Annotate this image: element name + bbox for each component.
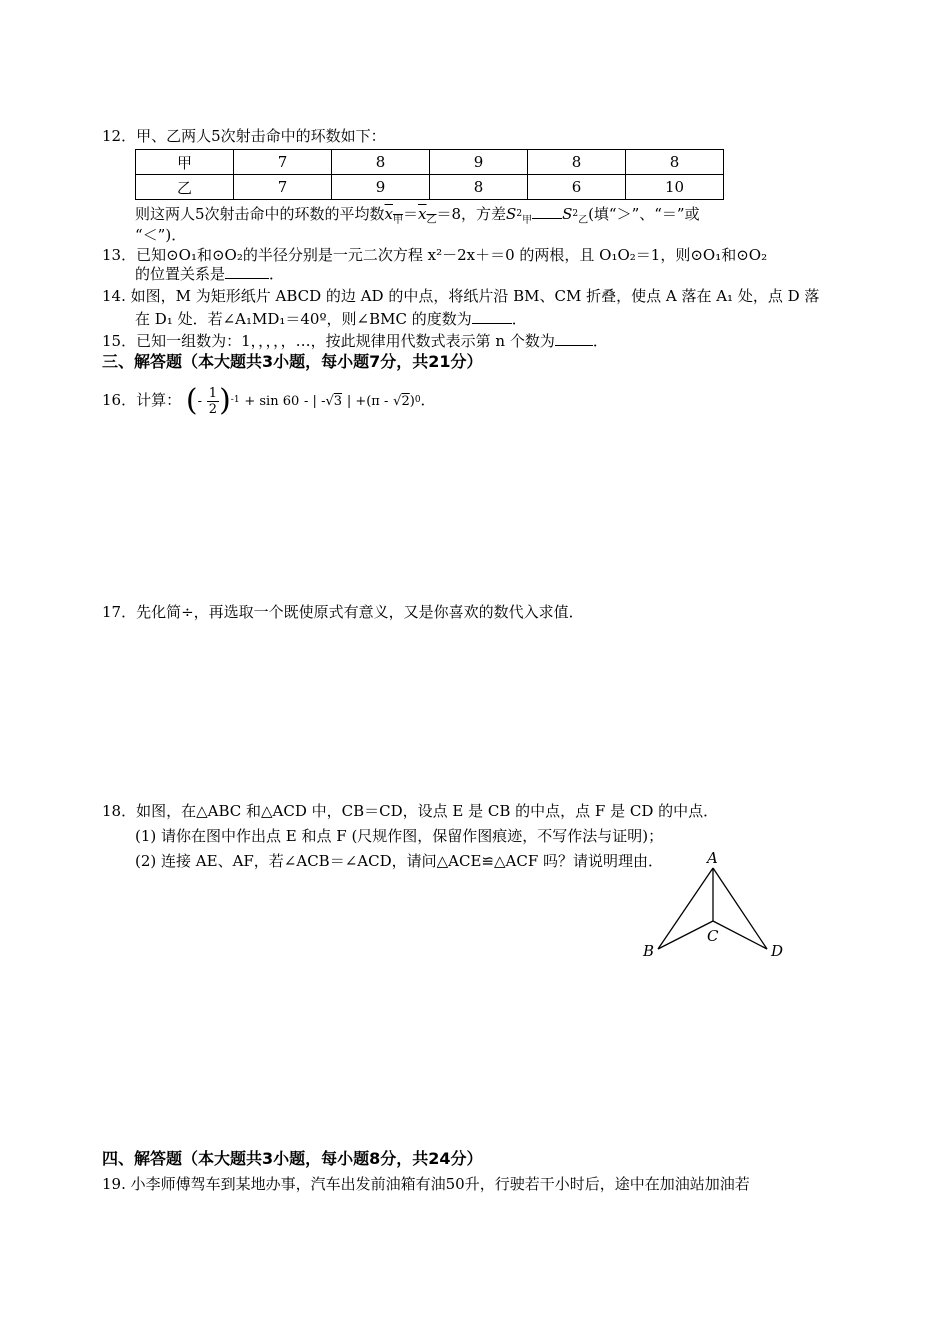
answer-blank[interactable] [532, 204, 562, 219]
q15-line [102, 331, 608, 351]
left-paren: ( [185, 383, 198, 418]
pi-close: ) [409, 394, 415, 409]
q12-label: 12．甲、乙两人5次射击命中的环数如下： [102, 127, 386, 145]
q15-text: 15．已知一组数为：1，，，，，…，按此规律用代数式表示第 n 个数为 [102, 332, 555, 350]
segment-ad [713, 868, 767, 949]
exponent-zero: 0 [414, 395, 421, 405]
q18-line2: (1) 请你在图中作出点 E 和点 F (尺规作图，保留作图痕迹，不写作法与证明)； [135, 827, 664, 845]
segment-bc [658, 921, 713, 949]
q13-line2-text: 的位置关系是 [135, 265, 226, 283]
q17-text: 17．先化简÷，再选取一个既使原式有意义，又是你喜欢的数代入求值． [102, 603, 584, 621]
equals: ＝ [403, 205, 419, 223]
fraction: $\frac{1}{2}$ [208, 385, 218, 417]
exponent: -1 [230, 395, 240, 405]
sqrt-2: √2 [393, 394, 410, 409]
abs-open: - | - [304, 394, 326, 409]
variance-yi: S [562, 205, 573, 223]
q14-line2-text: 在 D₁ 处．若∠A₁MD₁＝40º，则∠BMC 的度数为 [135, 310, 472, 328]
table-cell: 8 [528, 150, 626, 175]
table-cell: 8 [626, 150, 724, 175]
q12-tail-c: (填“＞”、“＝”或 [588, 205, 700, 223]
label-b: B [643, 942, 655, 960]
table-cell: 甲 [136, 150, 234, 175]
table-cell: 乙 [136, 175, 234, 200]
pi-term: | +(π - [346, 394, 389, 409]
answer-blank[interactable] [225, 264, 269, 279]
q13-end: ． [269, 265, 285, 283]
mean-x-yi: $x_乙$ [418, 205, 437, 226]
answer-blank[interactable] [555, 331, 593, 346]
table-cell: 9 [332, 175, 430, 200]
q16-label: 16．计算： [102, 391, 182, 409]
label-c: C [707, 927, 719, 945]
q13-line2 [135, 264, 284, 284]
table-cell: 9 [430, 150, 528, 175]
table-cell: 8 [332, 150, 430, 175]
variance-jia: S [506, 205, 517, 223]
q14-end: ． [511, 310, 527, 328]
triangle-figure [636, 846, 796, 966]
table-cell: 8 [430, 175, 528, 200]
q18-line3: (2) 连接 AE、AF，若∠ACB＝∠ACD，请问△ACE≌△ACF 吗？请说明理由． [135, 852, 663, 870]
q15-end: ． [592, 332, 608, 350]
label-d: D [771, 942, 784, 960]
q16-end: ． [420, 391, 436, 409]
section-3-heading: 三、解答题（本大题共3小题，每小题7分，共21分） [102, 352, 483, 371]
q16-expression [102, 380, 436, 422]
score-table [135, 149, 724, 200]
right-paren: ) [219, 383, 231, 418]
mean-x-jia: $x_甲$ [384, 205, 404, 226]
table-cell: 7 [234, 150, 332, 175]
sin-term: + sin 60 [244, 394, 300, 409]
table-row [136, 150, 724, 175]
q18-line1: 18．如图，在△ABC 和△ACD 中，CB＝CD，设点 E 是 CB 的中点，点 F 是 CD 的中点． [102, 802, 719, 820]
q14-line1: 14. 如图，M 为矩形纸片 ABCD 的边 AD 的中点，将纸片沿 BM、CM 折叠，使点 A 落在 A₁ 处，点 D 落 [102, 287, 820, 305]
q12-tail-b: ＝8，方差 [436, 205, 507, 223]
segment-ab [658, 868, 713, 949]
q14-line2 [135, 309, 527, 329]
segment-cd [713, 921, 767, 949]
sqrt-3: √3 [325, 394, 343, 409]
q12-tail-a: 则这两人5次射击命中的环数的平均数 [135, 205, 385, 223]
table-cell: 6 [528, 175, 626, 200]
table-cell: 7 [234, 175, 332, 200]
answer-blank[interactable] [472, 309, 512, 324]
table-cell: 10 [626, 175, 724, 200]
q12-tail: 则这两人5次射击命中的环数的平均数$x_甲=x_乙=8$，方差$S^2_甲$ $S^2_乙$(填“＞”、“＝”或 [135, 205, 700, 226]
q12-tail-d: “＜”)． [135, 226, 187, 244]
table-row [136, 175, 724, 200]
section-4-heading: 四、解答题（本大题共3小题，每小题8分，共24分） [102, 1149, 483, 1168]
minus-sign: - [197, 394, 202, 409]
q13-line1: 13．已知⊙O₁和⊙O₂的半径分别是一元二次方程 x²－2x＋＝0 的两根，且 O₁O₂＝1，则⊙O₁和⊙O₂ [102, 246, 768, 264]
label-a: A [707, 849, 718, 867]
q19-text: 19. 小李师傅驾车到某地办事，汽车出发前油箱有油50升，行驶若干小时后，途中在加油站加油若 [102, 1175, 750, 1193]
